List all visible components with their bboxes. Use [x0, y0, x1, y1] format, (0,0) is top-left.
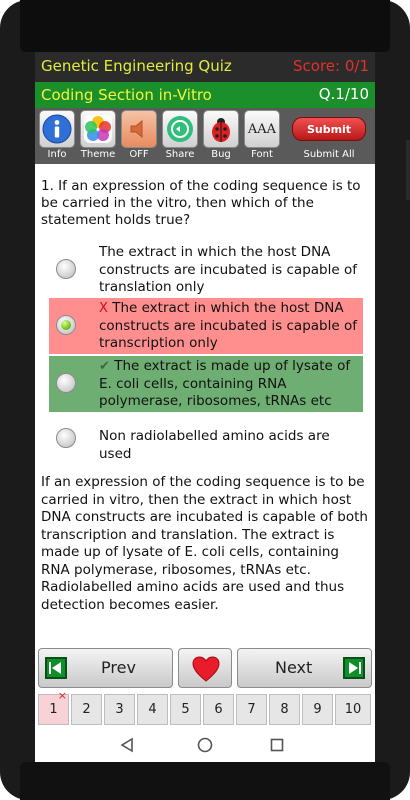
- page-3-label: 3: [115, 702, 124, 717]
- font-label: Font: [251, 149, 273, 160]
- phone-top-bezel: [20, 0, 390, 52]
- share-icon: [162, 110, 198, 148]
- page-4-label: 4: [148, 702, 157, 717]
- prev-button[interactable]: [38, 648, 173, 688]
- page-button-2[interactable]: [71, 694, 102, 725]
- recents-icon[interactable]: [269, 737, 285, 757]
- sound-label: OFF: [129, 149, 149, 160]
- theme-button[interactable]: [80, 110, 116, 162]
- app-header: [35, 52, 375, 82]
- submit-icon: [287, 110, 371, 148]
- home-icon[interactable]: [197, 737, 213, 757]
- bug-report-button[interactable]: [203, 110, 239, 162]
- theme-label: Theme: [80, 149, 116, 160]
- page-5-label: 5: [181, 702, 190, 717]
- page-button-6[interactable]: [203, 694, 234, 725]
- next-button[interactable]: [237, 648, 372, 688]
- page-9-label: 9: [313, 702, 322, 717]
- theme-icon: [80, 110, 116, 148]
- option-1-radio[interactable]: [56, 259, 76, 279]
- next-arrow-icon: [343, 657, 365, 679]
- prev-label: Prev: [101, 658, 136, 677]
- option-4[interactable]: [49, 422, 363, 462]
- option-1-text: The extract in which the host DNA constructs are incubated is capable of translation only: [99, 244, 357, 295]
- font-button[interactable]: [244, 110, 280, 162]
- phone-bottom-bezel: [20, 762, 390, 800]
- submit-pill: [292, 117, 366, 141]
- question-counter: Q.1/10: [318, 85, 369, 103]
- info-label: Info: [47, 149, 67, 160]
- option-3-radio[interactable]: [56, 373, 76, 393]
- toolbar: [35, 108, 375, 164]
- explanation-text: If an expression of the coding sequence is to be carried in vitro, then the extract in which host DNA constructs are incubated is capable of both transcription and translation. The extract is made up of lysate of E. coli cells, containing RNA polymerase, ribosomes, tRNAs etc. Radiolabelled amino acids are used and thus detection becomes easier.: [41, 474, 368, 613]
- favorite-button[interactable]: [178, 648, 232, 688]
- page-button-4[interactable]: [137, 694, 168, 725]
- option-3-text: The extract is made up of lysate of E. coli cells, containing RNA polymerase, ribosomes, tRNAs etc: [99, 358, 351, 409]
- page-8-label: 8: [280, 702, 289, 717]
- info-icon: [39, 110, 75, 148]
- prev-arrow-icon: [45, 657, 67, 679]
- system-navigation-bar: [35, 728, 375, 762]
- app-screen: [35, 52, 375, 762]
- option-4-text: Non radiolabelled amino acids are used: [99, 428, 330, 462]
- submit-pill-text: Submit: [306, 122, 352, 136]
- check-mark-icon: ✔: [99, 359, 110, 374]
- wrong-answer-mark-icon: ×: [57, 689, 67, 702]
- next-label: Next: [275, 658, 313, 677]
- score-label: Score: 0/1: [293, 57, 369, 75]
- font-size-icon: [244, 110, 280, 148]
- option-4-radio[interactable]: [56, 428, 76, 448]
- page-10-label: 10: [344, 702, 362, 717]
- option-1[interactable]: [49, 242, 363, 298]
- option-3-correct[interactable]: [49, 356, 363, 412]
- submit-all-label: Submit All: [303, 149, 355, 160]
- page-button-3[interactable]: [104, 694, 135, 725]
- page-button-5[interactable]: [170, 694, 201, 725]
- page-button-10[interactable]: [335, 694, 371, 725]
- selected-dot: [61, 320, 71, 330]
- option-2-text: The extract in which the host DNA constructs are incubated is capable of transcription only: [99, 300, 357, 351]
- ladybug-icon: [203, 110, 239, 148]
- page-1-label: 1: [49, 702, 58, 717]
- bug-label: Bug: [211, 149, 231, 160]
- page-button-7[interactable]: [236, 694, 267, 725]
- share-label: Share: [165, 149, 195, 160]
- section-title: Coding Section in-Vitro: [41, 86, 212, 104]
- page-7-label: 7: [247, 702, 256, 717]
- page-button-9[interactable]: [302, 694, 333, 725]
- volume-button: [406, 140, 410, 200]
- page-6-label: 6: [214, 702, 223, 717]
- info-button[interactable]: [39, 110, 75, 162]
- question-text: 1. If an expression of the coding sequence is to be carried in the vitro, then which of the statement holds true?: [41, 178, 361, 228]
- back-icon[interactable]: [119, 737, 135, 757]
- option-2-radio-selected[interactable]: [56, 315, 76, 335]
- wrong-mark-icon: X: [99, 301, 108, 316]
- speaker-icon: [121, 110, 157, 148]
- option-2-wrong[interactable]: [49, 298, 363, 354]
- page-2-label: 2: [82, 702, 91, 717]
- heart-icon: [192, 656, 220, 686]
- page-button-8[interactable]: [269, 694, 300, 725]
- submit-all-button[interactable]: [287, 110, 371, 162]
- font-glyph: AAA: [247, 121, 277, 137]
- quiz-title: Genetic Engineering Quiz: [41, 57, 232, 75]
- sound-toggle[interactable]: [121, 110, 157, 162]
- section-bar: [35, 82, 375, 108]
- page-button-1[interactable]: [38, 689, 69, 725]
- share-button[interactable]: [162, 110, 198, 162]
